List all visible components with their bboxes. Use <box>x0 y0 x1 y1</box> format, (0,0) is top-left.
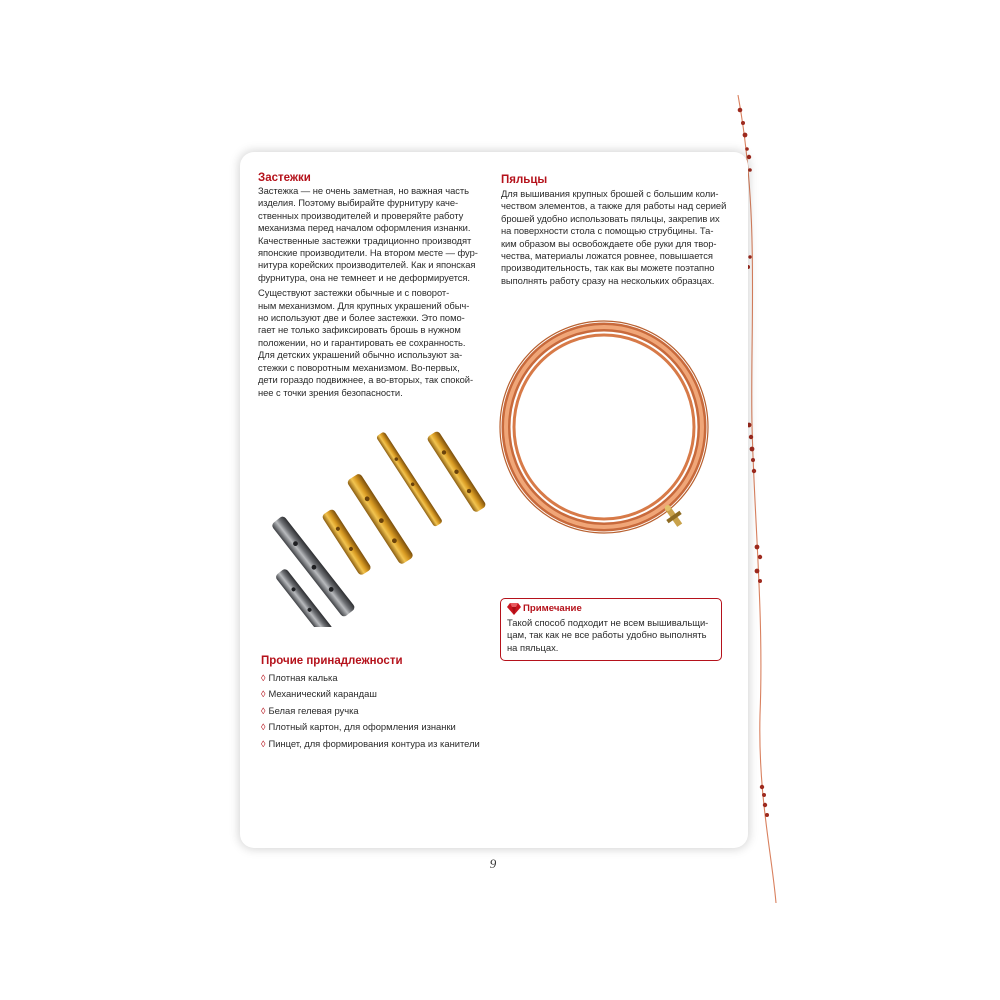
clasps-heading: Застежки <box>258 172 311 184</box>
text-line: чества, материалы ложатся ровнее, повышается <box>501 250 713 262</box>
text-line: Качественные застежки традиционно производят <box>258 234 472 246</box>
list-item <box>261 670 480 686</box>
text-line: Для детских украшений обычно используют за- <box>258 349 463 361</box>
hoops-heading: Пяльцы <box>501 174 548 186</box>
note-box <box>500 598 722 661</box>
list-item-label: Плотный картон, для оформления изнанки <box>268 721 456 733</box>
note-text <box>507 617 708 654</box>
diamond-bullet-icon: ◊ <box>261 705 266 716</box>
text-line: но используют две и более застежки. Это помо- <box>258 312 465 324</box>
list-item <box>261 719 480 735</box>
list-item-label: Механический карандаш <box>268 688 377 700</box>
text-line: механизма перед началом оформления изнанки. <box>258 222 471 234</box>
text-line: японские производители. На втором месте — фур- <box>258 247 478 259</box>
text-line: ким образом вы освобождаете обе руки для твор- <box>501 237 717 249</box>
text-line: фурнитура, она не темнеет и не деформируется. <box>258 271 470 283</box>
supplies-list <box>261 670 480 752</box>
text-line: стежки с поворотным механизмом. Во-первых, <box>258 361 460 373</box>
text-line: гает не только зафиксировать брошь в нужном <box>258 324 461 336</box>
gem-icon <box>507 603 521 615</box>
diamond-bullet-icon: ◊ <box>261 722 266 733</box>
text-line: положении, но и гарантировать ее сохранность. <box>258 336 466 348</box>
text-line: Застежка — не очень заметная, но важная часть <box>258 185 469 196</box>
text-line: ственных производителей и проверяйте работу <box>258 209 464 221</box>
text-line: на поверхности стола с помощью струбцины. Та- <box>501 225 714 237</box>
text-line: изделия. Поэтому выбирайте фурнитуру каче- <box>258 197 459 209</box>
other-supplies-heading: Прочие принадлежности <box>261 655 403 667</box>
hoops-text <box>501 188 726 287</box>
list-item-label: Белая гелевая ручка <box>268 704 359 716</box>
text-line: на пяльцах. <box>507 641 559 653</box>
diamond-bullet-icon: ◊ <box>261 738 266 749</box>
text-line: нее с точки зрения безопасности. <box>258 386 403 398</box>
embroidery-hoop-photo <box>498 312 720 552</box>
pin-gold-1 <box>426 430 487 513</box>
text-line: Такой способ подходит не всем вышивальщи- <box>507 617 709 628</box>
text-line: производительность, так как вы можете поэтапно <box>501 262 715 274</box>
diamond-bullet-icon: ◊ <box>261 673 266 683</box>
brooch-pins-photo <box>262 422 492 627</box>
text-line: дети гораздо подвижнее, а во-вторых, так спокой- <box>258 374 474 386</box>
text-line: нитура корейских производителей. Как и японская <box>258 259 476 271</box>
pin-gold-4 <box>321 508 372 576</box>
text-line: цам, так как не все работы удобно выполнять <box>507 629 707 641</box>
list-item-label: Плотная калька <box>268 672 338 683</box>
note-title: Примечание <box>523 603 582 614</box>
text-line: чеством элементов, а также для работы над серией <box>501 200 727 212</box>
list-item <box>261 736 480 752</box>
text-line: ным механизмом. Для крупных украшений обыч- <box>258 299 470 311</box>
text-line: Существуют застежки обычные и с поворот- <box>258 287 450 299</box>
text-line: выполнять работу сразу на нескольких образцах. <box>501 274 715 286</box>
page-number: 9 <box>489 856 497 871</box>
clasps-text <box>258 185 478 399</box>
list-item <box>261 686 480 702</box>
list-item <box>261 703 480 719</box>
list-item-label: Пинцет, для формирования контура из канители <box>268 737 480 749</box>
text-line: Для вышивания крупных брошей с большим коли- <box>501 188 719 199</box>
diamond-bullet-icon: ◊ <box>261 689 266 700</box>
text-line: брошей удобно использовать пяльцы, закрепив их <box>501 212 720 224</box>
